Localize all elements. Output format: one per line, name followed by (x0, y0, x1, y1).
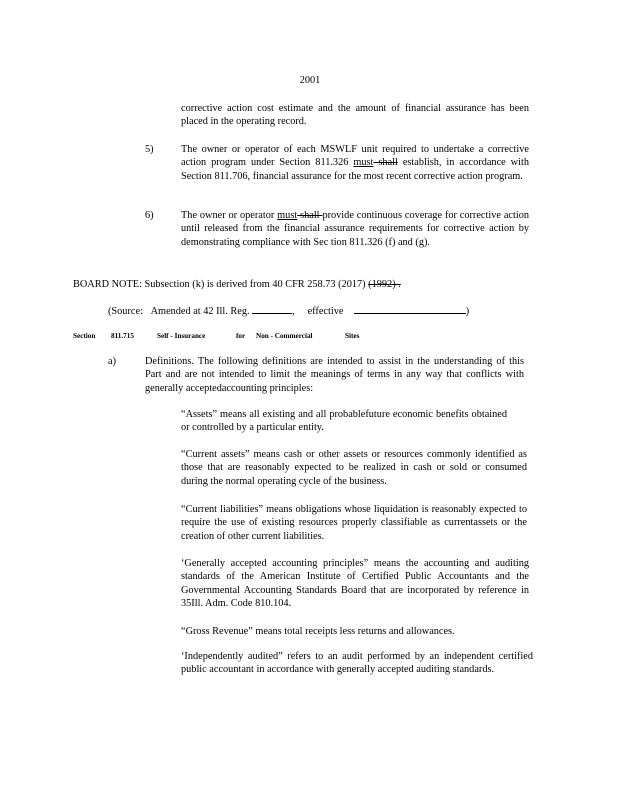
subsection-a-number: a) (108, 356, 116, 367)
item-5-inserted: must (353, 157, 374, 169)
section-number: 811.715 (111, 332, 134, 340)
source-close: ) (465, 306, 470, 317)
source-effective: effective (307, 306, 344, 317)
item-6-inserted: must (277, 210, 298, 221)
item-5-text-b: establish, in accordance with Section 811.706, financial assurance for the most recent corrective action program. (181, 157, 529, 182)
definition-gross-revenue: “Gross Revenue” means total receipts less returns and allowances. (181, 626, 455, 637)
definition-current-assets: “Current assets” means cash or other assets or resources commonly identified as those that are reasonably expected to be realized in cash or sold or consumed during the normal operating cycle of the business. (181, 449, 527, 487)
section-title-part-2: for (236, 332, 246, 340)
definition-gaap: ‘Generally accepted accounting principles” means the accounting and auditing standards of the American Institute of Certified Public Accountants and the Governmental Accounting Standards Board that are incorporated by reference in 35Ill. Adm. Code 810.104. (181, 558, 529, 610)
item-5-number: 5) (145, 144, 154, 155)
item-5-deleted: shall (373, 157, 398, 169)
definition-independently-audited: ‘Independently audited” refers to an audit performed by an independent certified public accountant in accordance with generally accepted auditing standards. (181, 651, 533, 676)
source-comma: , (292, 306, 295, 317)
page-number: 2001 (299, 75, 321, 86)
item-6-number: 6) (145, 210, 154, 221)
source-amended: Amended at 42 Ill. Reg. (150, 306, 250, 317)
board-note-deleted: (1992) . (368, 279, 401, 290)
section-title-part-3: Non - Commercial (256, 332, 313, 340)
item-6-text-a: The owner or operator (181, 210, 278, 221)
section-label: Section (73, 332, 96, 340)
board-note-text: Subsection (k) is derived from 40 CFR 258.73 (2017) (141, 279, 369, 290)
item-6-deleted: shall (297, 210, 323, 221)
effective-date-blank (354, 304, 466, 314)
continued-paragraph: corrective action cost estimate and the amount of financial assurance has been placed in the operating record. (181, 103, 529, 128)
section-title-part-4: Sites (345, 332, 360, 340)
source-note (108, 304, 469, 318)
item-5-text-a: The owner or operator of each MSWLF unit required to undertake a corrective action program under Section 811.326 (181, 144, 529, 169)
item-6-text-b: provide continuous coverage for corrective action until released from the financial assurance requirements for corrective action by demonstrating compliance with Sec tion 811.326 (f) and (g). (181, 210, 529, 248)
section-title-part-1: Self - Insurance (157, 332, 206, 340)
source-open: (Source: (108, 306, 143, 317)
item-5-text (181, 143, 529, 183)
item-6-text (181, 209, 529, 249)
definition-assets: “Assets” means all existing and all probablefuture economic benefits obtained or controlled by a particular entity. (181, 409, 507, 434)
definitions-intro: Definitions. The following definitions are intended to assist in the understanding of this Part and are not intended to limit the meanings of terms in any way that conflicts with generally acceptedaccounting principles: (145, 356, 524, 394)
register-blank (252, 304, 292, 314)
board-note-label: BOARD NOTE: (73, 279, 142, 290)
definition-current-liabilities: “Current liabilities” means obligations whose liquidation is reasonably expected to require the use of existing resources properly classifiable as currentassets or the creation of other current liabilities. (181, 504, 527, 542)
board-note (73, 278, 401, 291)
